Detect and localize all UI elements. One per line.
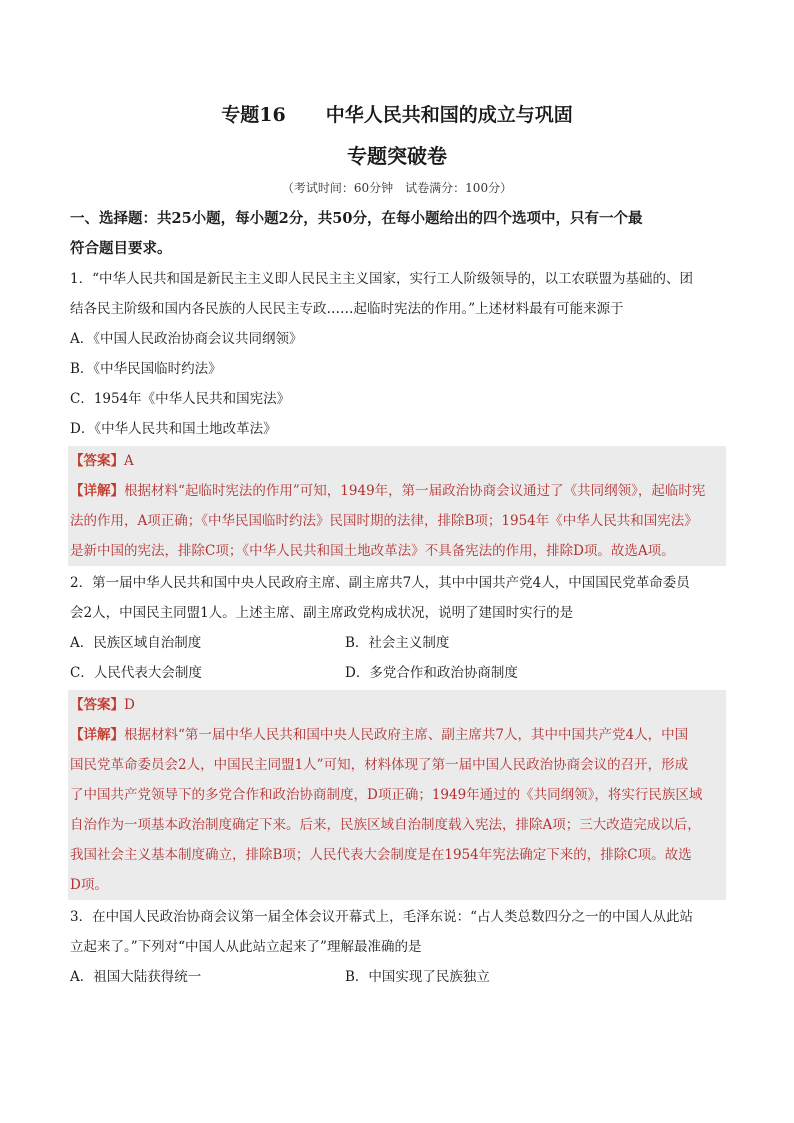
option-a: A．民族区域自治制度 [70, 635, 202, 651]
question-stem: 会2人，中国民主同盟1人。上述主席、副主席政党构成状况，说明了建国时实行的是 [70, 605, 574, 621]
option-b: B．社会主义制度 [345, 635, 450, 651]
question-stem: 立起来了。”下列对“中国人从此站立起来了”理解最准确的是 [70, 939, 422, 955]
detail-tag: 【详解】 [70, 727, 124, 743]
exam-info: （考试时间：60分钟 试卷满分：100分） [281, 181, 513, 195]
title-topic-name: 中华人民共和国的成立与巩固 [325, 104, 573, 126]
question-stem: 2．第一届中华人民共和国中央人民政府主席、副主席共7人，其中中国共产党4人，中国国民党革命委员 [70, 575, 690, 591]
question-1 [70, 264, 724, 566]
detail-text: 自治作为一项基本政治制度确定下来。后来，民族区域自治制度载入宪法，排除A项；三大改造完成以后， [70, 817, 701, 833]
question-3 [70, 902, 724, 992]
answer-block [68, 690, 726, 900]
section-heading-line1: 一、选择题：共25小题，每小题2分，共50分，在每小题给出的四个选项中，只有一个最 [70, 210, 643, 227]
option-b: B．《中华民国临时约法》 [70, 361, 222, 377]
detail-text: 国民党革命委员会2人，中国民主同盟1人”可知，材料体现了第一届中国人民政治协商会议的召开，形成 [70, 757, 689, 773]
detail-text: 了中国共产党领导下的多党合作和政治协商制度，D项正确；1949年通过的《共同纲领》，将实行民族区域 [70, 787, 703, 803]
detail-text: 法的作用，A项正确；《中华民国临时约法》民国时期的法律，排除B项；1954年《中华人民共和国宪法》 [70, 513, 698, 529]
answer-block [68, 446, 726, 566]
answer-value: D [124, 697, 135, 713]
option-a: A．祖国大陆获得统一 [70, 969, 202, 985]
title-topic-number: 专题16 [221, 104, 286, 126]
detail-text: D项。 [70, 877, 108, 893]
section-heading-line2: 符合题目要求。 [70, 240, 172, 257]
page-subtitle: 专题突破卷 [347, 144, 447, 168]
detail-text: 根据材料“第一届中华人民共和国中央人民政府主席、副主席共7人，其中中国共产党4人，中国 [124, 727, 689, 743]
answer-value: A [124, 453, 134, 469]
page-title [70, 100, 724, 130]
options-row [70, 628, 724, 658]
option-b: B．中国实现了民族独立 [345, 969, 490, 985]
detail-text: 我国社会主义基本制度确立，排除B项；人民代表大会制度是在1954年宪法确定下来的，排除C项。故选 [70, 847, 692, 863]
option-d: D．多党合作和政治协商制度 [345, 665, 518, 681]
question-stem: 结各民主阶级和国内各民族的人民民主专政……起临时宪法的作用。”上述材料最有可能来源于 [70, 301, 624, 317]
options-row [70, 962, 724, 992]
detail-tag: 【详解】 [70, 483, 124, 499]
question-2 [70, 568, 724, 900]
option-c: C．1954年《中华人民共和国宪法》 [70, 391, 291, 407]
options-row [70, 658, 724, 688]
answer-tag: 【答案】 [70, 697, 124, 713]
option-a: A．《中国人民政治协商会议共同纲领》 [70, 331, 303, 347]
question-stem: 3．在中国人民政治协商会议第一届全体会议开幕式上，毛泽东说：“占人类总数四分之一的中国人从此站 [70, 909, 693, 925]
question-stem: 1．“中华人民共和国是新民主主义即人民民主主义国家，实行工人阶级领导的，以工农联盟为基础的、团 [70, 271, 693, 287]
option-c: C．人民代表大会制度 [70, 665, 202, 681]
answer-tag: 【答案】 [70, 453, 124, 469]
detail-text: 是新中国的宪法，排除C项；《中华人民共和国土地改革法》不具备宪法的作用，排除D项。故选A项。 [70, 543, 675, 559]
option-d: D．《中华人民共和国土地改革法》 [70, 421, 277, 437]
detail-text: 根据材料“起临时宪法的作用”可知，1949年，第一届政治协商会议通过了《共同纲领》，起临时宪 [124, 483, 706, 499]
